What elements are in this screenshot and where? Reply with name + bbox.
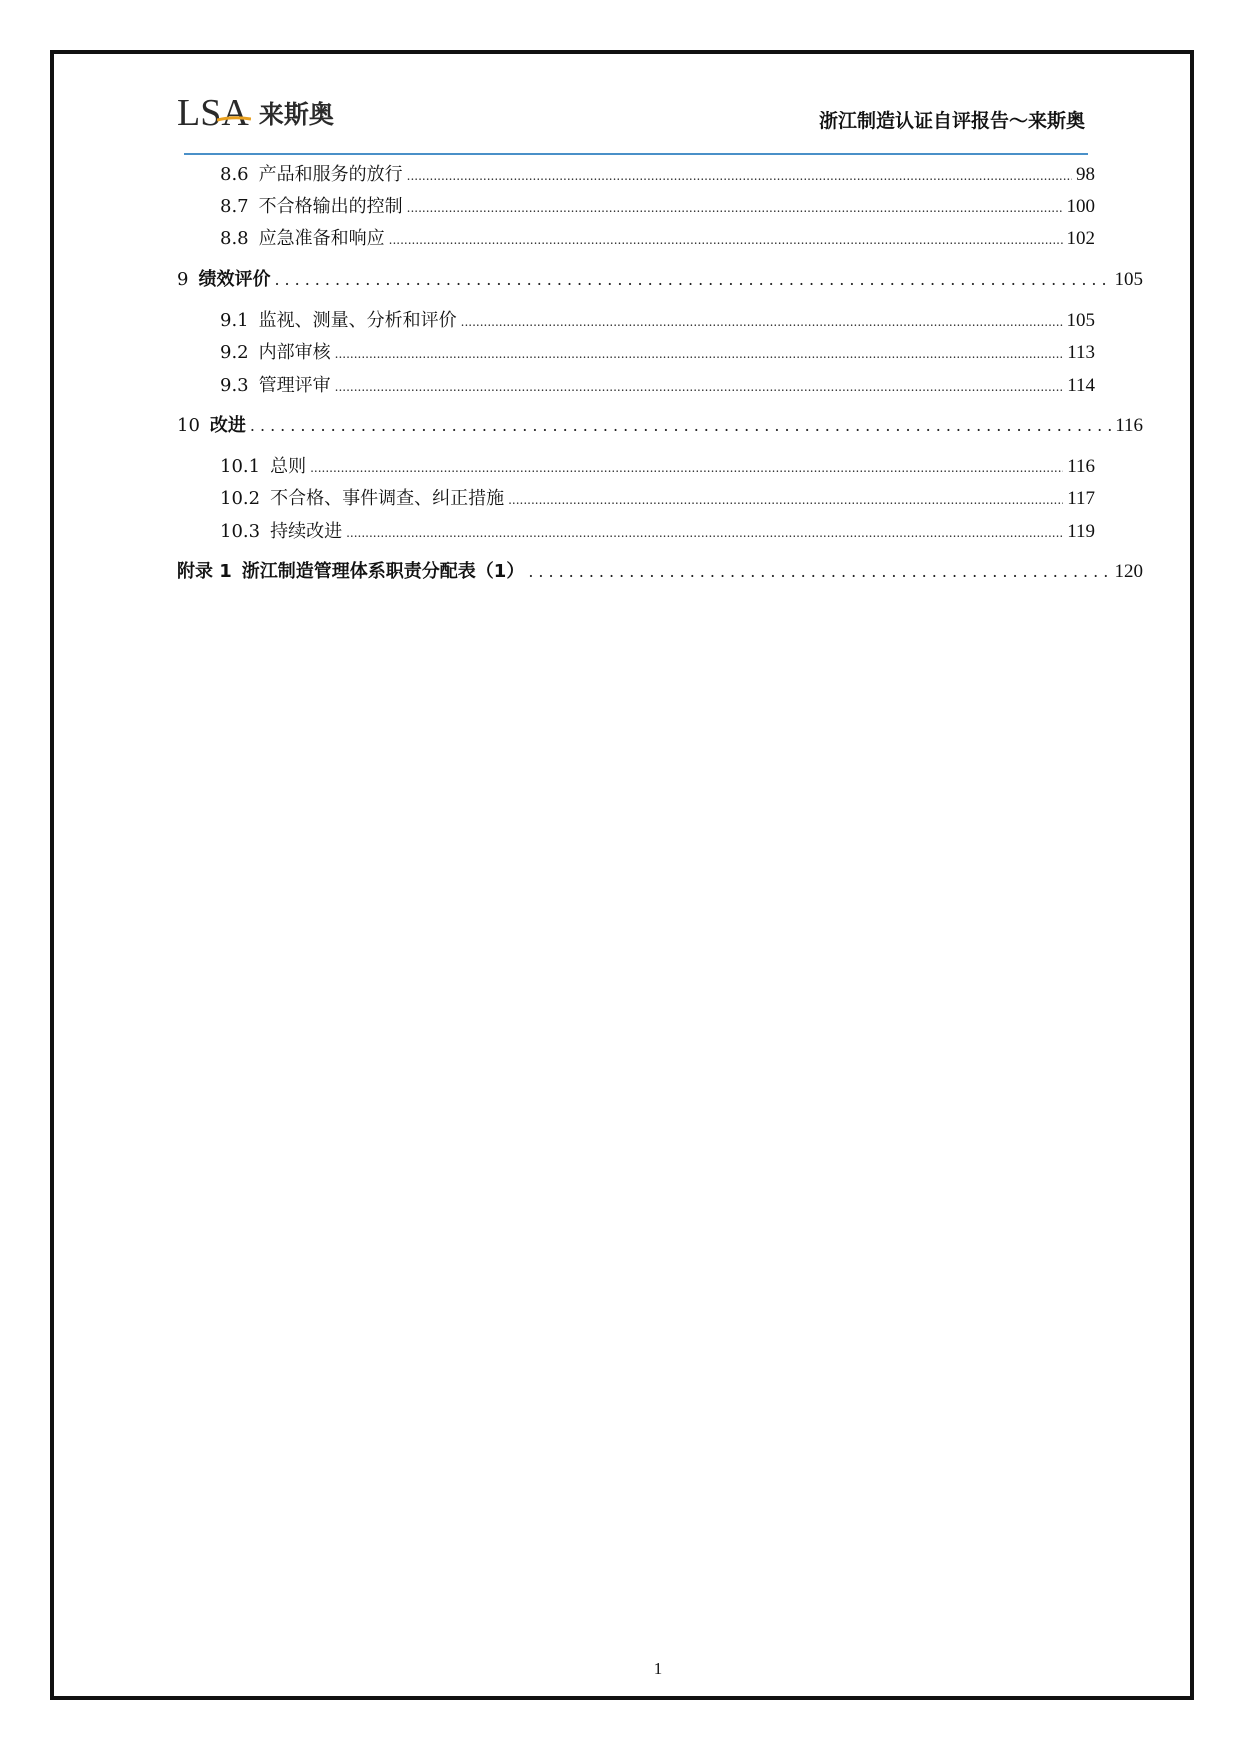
toc-entry-page: 102: [1066, 228, 1095, 249]
dot-leader: [389, 228, 1063, 252]
toc-entry-page: 105: [1114, 269, 1143, 290]
toc-entry-title: 产品和服务的放行: [258, 164, 403, 185]
page-number: 1: [653, 1659, 663, 1678]
toc-entry-number: 8.6: [220, 164, 249, 185]
document-title: 浙江制造认证自评报告～来斯奥: [818, 110, 1085, 132]
toc-entry-title: 管理评审: [258, 375, 331, 396]
toc-entry-title: 不合格输出的控制: [258, 196, 403, 217]
toc-entry-title: 应急准备和响应: [258, 228, 385, 249]
dot-leader: [407, 196, 1063, 220]
toc-entry[interactable]: [220, 309, 1095, 334]
toc-entry-number: 附录 1: [177, 561, 232, 582]
toc-entry-title: 绩效评价: [198, 269, 271, 290]
toc-entry-appendix[interactable]: [177, 560, 1143, 584]
toc-entry-number: 10.1: [220, 456, 261, 477]
toc-entry-page: 114: [1067, 375, 1095, 396]
logo-chinese: 来斯奥: [258, 100, 334, 129]
toc-entry[interactable]: [220, 374, 1095, 399]
toc-entry[interactable]: [220, 163, 1095, 188]
toc-entry-title: 浙江制造管理体系职责分配表（1）: [241, 561, 525, 582]
toc-entry-page: 116: [1067, 456, 1095, 477]
dot-leader: [461, 310, 1063, 334]
dot-leader: [335, 342, 1064, 366]
toc-entry-page: 98: [1076, 164, 1095, 185]
toc-entry-title: 改进: [209, 415, 246, 436]
dot-leader: [250, 414, 1111, 438]
toc-entry-number: 10.2: [220, 488, 261, 509]
logo-latin: LSA: [177, 94, 249, 132]
toc-entry-number: 8.8: [220, 228, 249, 249]
toc-entry-page: 113: [1067, 342, 1095, 363]
toc-entry-title: 总则: [270, 456, 307, 477]
toc-entry[interactable]: [220, 227, 1095, 252]
toc-entry-number: 8.7: [220, 196, 249, 217]
toc-entry[interactable]: [220, 455, 1095, 480]
toc-entry-page: 116: [1115, 415, 1143, 436]
toc-entry[interactable]: [220, 341, 1095, 366]
toc-entry-number: 10: [177, 415, 200, 436]
toc-entry-page: 100: [1066, 196, 1095, 217]
toc-entry-number: 9: [177, 269, 189, 290]
toc-entry-page: 119: [1067, 521, 1095, 542]
toc-entry-title: 内部审核: [258, 342, 331, 363]
toc-entry[interactable]: [220, 487, 1095, 512]
dot-leader: [274, 268, 1110, 292]
toc-entry-number: 9.1: [220, 310, 249, 331]
toc-entry-chapter[interactable]: [177, 414, 1143, 438]
toc-entry-page: 117: [1067, 488, 1095, 509]
toc-entry-number: 10.3: [220, 521, 261, 542]
toc-entry-title: 不合格、事件调查、纠正措施: [270, 488, 505, 509]
toc-entry-chapter[interactable]: [177, 268, 1143, 292]
toc-entry[interactable]: [220, 195, 1095, 220]
toc-entry[interactable]: [220, 520, 1095, 545]
page-border: [50, 50, 1194, 1700]
dot-leader: [528, 560, 1110, 584]
toc-entry-page: 120: [1114, 561, 1143, 582]
toc-entry-title: 监视、测量、分析和评价: [258, 310, 457, 331]
toc-entry-title: 持续改进: [270, 521, 343, 542]
toc-entry-number: 9.3: [220, 375, 249, 396]
dot-leader: [407, 164, 1072, 188]
dot-leader: [335, 375, 1064, 399]
toc-entry-page: 105: [1066, 310, 1095, 331]
company-logo: [177, 92, 334, 132]
dot-leader: [508, 488, 1063, 512]
logo-swoosh-icon: [217, 116, 251, 122]
toc-entry-number: 9.2: [220, 342, 249, 363]
dot-leader: [346, 521, 1063, 545]
header-divider: [184, 153, 1088, 155]
dot-leader: [310, 456, 1063, 480]
